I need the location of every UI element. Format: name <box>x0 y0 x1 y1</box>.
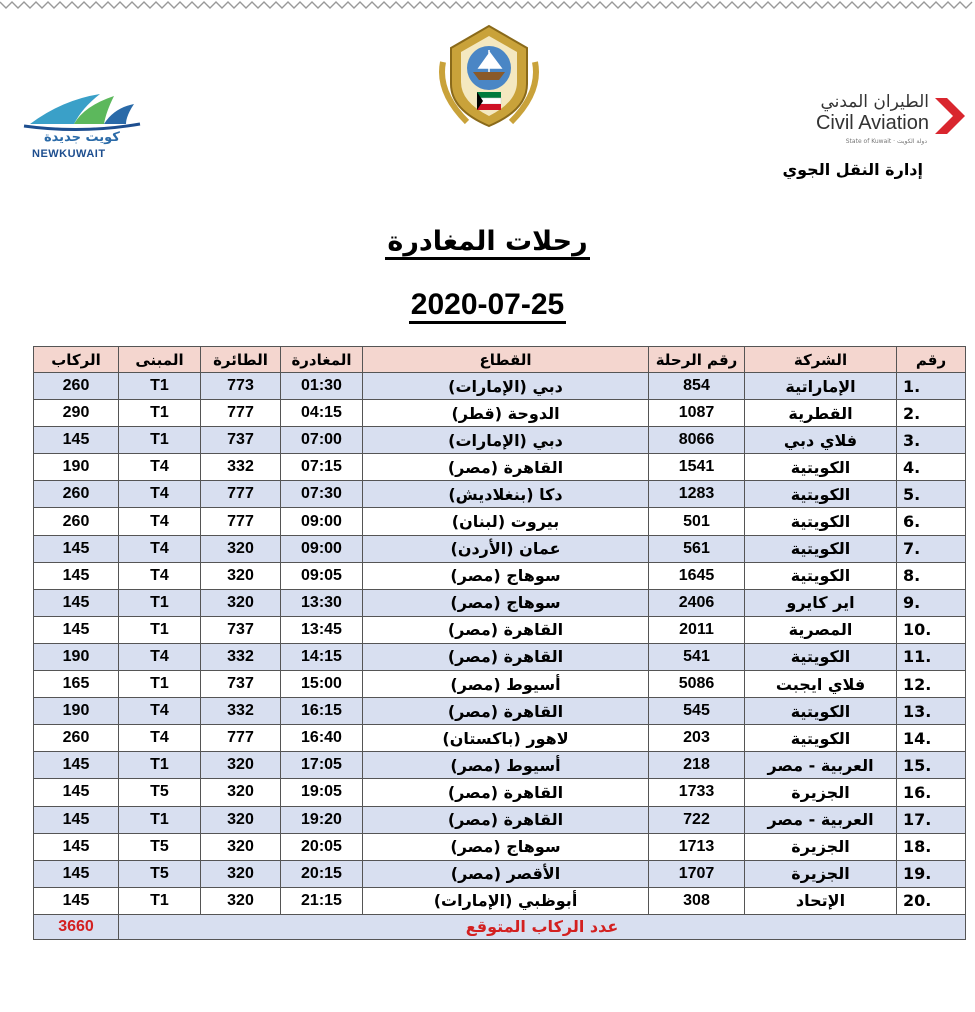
kuwait-emblem-icon <box>437 22 541 130</box>
civil-aviation-logo-arabic: الطيران المدني <box>820 92 929 112</box>
cell-aircraft: 332 <box>201 698 281 725</box>
cell-airline: المصرية <box>745 616 897 643</box>
cell-time: 16:40 <box>281 725 363 752</box>
cell-aircraft: 737 <box>201 427 281 454</box>
cell-flight: 1707 <box>649 860 745 887</box>
cell-no: 10. <box>897 616 966 643</box>
cell-terminal: T1 <box>119 887 201 914</box>
cell-flight: 561 <box>649 535 745 562</box>
cell-terminal: T4 <box>119 535 201 562</box>
cell-aircraft: 737 <box>201 616 281 643</box>
cell-airline: الكويتية <box>745 562 897 589</box>
cell-terminal: T1 <box>119 616 201 643</box>
cell-passengers: 145 <box>34 562 119 589</box>
cell-no: 2. <box>897 400 966 427</box>
cell-aircraft: 320 <box>201 589 281 616</box>
cell-terminal: T1 <box>119 752 201 779</box>
cell-passengers: 145 <box>34 616 119 643</box>
cell-time: 13:30 <box>281 589 363 616</box>
table-row <box>34 454 966 481</box>
cell-no: 20. <box>897 887 966 914</box>
cell-terminal: T4 <box>119 508 201 535</box>
cell-flight: 1087 <box>649 400 745 427</box>
cell-passengers: 190 <box>34 698 119 725</box>
cell-passengers: 145 <box>34 535 119 562</box>
cell-aircraft: 320 <box>201 779 281 806</box>
cell-no: 13. <box>897 698 966 725</box>
table-row <box>34 806 966 833</box>
new-kuwait-logo-arabic: كويت جديدة <box>44 130 120 145</box>
cell-aircraft: 777 <box>201 725 281 752</box>
cell-no: 6. <box>897 508 966 535</box>
cell-aircraft: 332 <box>201 643 281 670</box>
departures-table <box>33 346 966 940</box>
cell-terminal: T4 <box>119 562 201 589</box>
cell-time: 09:05 <box>281 562 363 589</box>
cell-passengers: 145 <box>34 427 119 454</box>
cell-flight: 5086 <box>649 671 745 698</box>
cell-time: 09:00 <box>281 535 363 562</box>
cell-route: عمان (الأردن) <box>363 535 649 562</box>
cell-time: 14:15 <box>281 643 363 670</box>
cell-passengers: 145 <box>34 860 119 887</box>
cell-route: القاهرة (مصر) <box>363 643 649 670</box>
cell-passengers: 145 <box>34 589 119 616</box>
cell-aircraft: 320 <box>201 887 281 914</box>
cell-airline: الإتحاد <box>745 887 897 914</box>
table-row <box>34 860 966 887</box>
cell-airline: الكويتية <box>745 643 897 670</box>
cell-no: 11. <box>897 643 966 670</box>
civil-aviation-logo-english: Civil Aviation <box>815 112 929 134</box>
cell-flight: 1733 <box>649 779 745 806</box>
sail-icon <box>22 90 142 134</box>
cell-passengers: 145 <box>34 806 119 833</box>
report-date-text: 2020-07-25 <box>409 288 566 324</box>
cell-airline: الكويتية <box>745 535 897 562</box>
cell-no: 5. <box>897 481 966 508</box>
cell-flight: 218 <box>649 752 745 779</box>
cell-terminal: T4 <box>119 725 201 752</box>
cell-time: 07:30 <box>281 481 363 508</box>
cell-passengers: 260 <box>34 508 119 535</box>
cell-aircraft: 320 <box>201 806 281 833</box>
cell-time: 07:15 <box>281 454 363 481</box>
cell-airline: الإماراتية <box>745 373 897 400</box>
cell-airline: القطرية <box>745 400 897 427</box>
cell-route: القاهرة (مصر) <box>363 806 649 833</box>
cell-time: 01:30 <box>281 373 363 400</box>
total-label: عدد الركاب المتوقع <box>119 914 966 939</box>
col-header-no: رقم <box>897 347 966 373</box>
table-header-row <box>34 347 966 373</box>
cell-passengers: 190 <box>34 643 119 670</box>
cell-route: دكا (بنغلاديش) <box>363 481 649 508</box>
table-row <box>34 779 966 806</box>
cell-airline: العربية - مصر <box>745 806 897 833</box>
cell-time: 20:05 <box>281 833 363 860</box>
cell-airline: الكويتية <box>745 698 897 725</box>
table-row <box>34 833 966 860</box>
col-header-passengers: الركاب <box>34 347 119 373</box>
cell-no: 12. <box>897 671 966 698</box>
cell-no: 18. <box>897 833 966 860</box>
cell-terminal: T4 <box>119 481 201 508</box>
cell-airline: الكويتية <box>745 481 897 508</box>
cell-route: القاهرة (مصر) <box>363 616 649 643</box>
cell-time: 07:00 <box>281 427 363 454</box>
cell-no: 3. <box>897 427 966 454</box>
cell-route: دبي (الإمارات) <box>363 427 649 454</box>
cell-route: أبوظبي (الإمارات) <box>363 887 649 914</box>
cell-terminal: T1 <box>119 400 201 427</box>
cell-time: 20:15 <box>281 860 363 887</box>
cell-terminal: T1 <box>119 671 201 698</box>
cell-flight: 722 <box>649 806 745 833</box>
cell-passengers: 165 <box>34 671 119 698</box>
cell-no: 9. <box>897 589 966 616</box>
cell-passengers: 290 <box>34 400 119 427</box>
cell-flight: 854 <box>649 373 745 400</box>
civil-aviation-logo-subtitle: State of Kuwait · دولة الكويت <box>845 138 927 145</box>
cell-terminal: T5 <box>119 860 201 887</box>
cell-aircraft: 773 <box>201 373 281 400</box>
cell-flight: 1645 <box>649 562 745 589</box>
table-row <box>34 616 966 643</box>
cell-time: 16:15 <box>281 698 363 725</box>
cell-route: دبي (الإمارات) <box>363 373 649 400</box>
cell-passengers: 145 <box>34 887 119 914</box>
cell-flight: 1283 <box>649 481 745 508</box>
col-header-flight: رقم الرحلة <box>649 347 745 373</box>
chevron-logo-icon <box>933 96 967 136</box>
cell-flight: 1541 <box>649 454 745 481</box>
cell-route: أسيوط (مصر) <box>363 671 649 698</box>
table-row <box>34 698 966 725</box>
cell-route: القاهرة (مصر) <box>363 779 649 806</box>
cell-route: الدوحة (قطر) <box>363 400 649 427</box>
cell-airline: الجزيرة <box>745 833 897 860</box>
table-row <box>34 643 966 670</box>
table-row <box>34 427 966 454</box>
cell-airline: العربية - مصر <box>745 752 897 779</box>
cell-no: 1. <box>897 373 966 400</box>
cell-route: الأقصر (مصر) <box>363 860 649 887</box>
total-row <box>34 914 966 939</box>
top-border-decoration <box>0 0 975 10</box>
cell-aircraft: 320 <box>201 833 281 860</box>
col-header-airline: الشركة <box>745 347 897 373</box>
cell-passengers: 190 <box>34 454 119 481</box>
cell-aircraft: 777 <box>201 400 281 427</box>
cell-no: 7. <box>897 535 966 562</box>
cell-airline: الكويتية <box>745 508 897 535</box>
cell-time: 04:15 <box>281 400 363 427</box>
cell-flight: 2406 <box>649 589 745 616</box>
cell-terminal: T1 <box>119 589 201 616</box>
cell-passengers: 145 <box>34 779 119 806</box>
page-title-text: رحلات المغادرة <box>385 226 589 260</box>
new-kuwait-logo-text: NEWKUWAIT <box>32 148 106 160</box>
cell-airline: الكويتية <box>745 454 897 481</box>
table-row <box>34 725 966 752</box>
cell-route: سوهاج (مصر) <box>363 562 649 589</box>
table-row <box>34 400 966 427</box>
cell-time: 13:45 <box>281 616 363 643</box>
col-header-time: المغادرة <box>281 347 363 373</box>
total-passengers: 3660 <box>34 914 119 939</box>
cell-terminal: T4 <box>119 454 201 481</box>
cell-flight: 2011 <box>649 616 745 643</box>
cell-terminal: T4 <box>119 643 201 670</box>
table-row <box>34 562 966 589</box>
cell-terminal: T1 <box>119 373 201 400</box>
cell-airline: فلاي دبي <box>745 427 897 454</box>
cell-flight: 545 <box>649 698 745 725</box>
cell-time: 21:15 <box>281 887 363 914</box>
cell-flight: 8066 <box>649 427 745 454</box>
cell-time: 17:05 <box>281 752 363 779</box>
cell-no: 17. <box>897 806 966 833</box>
col-header-aircraft: الطائرة <box>201 347 281 373</box>
cell-no: 19. <box>897 860 966 887</box>
table-row <box>34 373 966 400</box>
cell-time: 15:00 <box>281 671 363 698</box>
cell-no: 16. <box>897 779 966 806</box>
cell-passengers: 260 <box>34 373 119 400</box>
cell-flight: 501 <box>649 508 745 535</box>
civil-aviation-logo <box>797 92 967 152</box>
cell-aircraft: 737 <box>201 671 281 698</box>
cell-aircraft: 320 <box>201 752 281 779</box>
cell-no: 14. <box>897 725 966 752</box>
page-title <box>0 226 975 257</box>
cell-route: أسيوط (مصر) <box>363 752 649 779</box>
cell-aircraft: 332 <box>201 454 281 481</box>
cell-airline: الجزيرة <box>745 860 897 887</box>
cell-time: 19:05 <box>281 779 363 806</box>
table-row <box>34 589 966 616</box>
cell-time: 19:20 <box>281 806 363 833</box>
cell-route: لاهور (باكستان) <box>363 725 649 752</box>
col-header-terminal: المبنى <box>119 347 201 373</box>
cell-terminal: T5 <box>119 833 201 860</box>
cell-flight: 541 <box>649 643 745 670</box>
cell-time: 09:00 <box>281 508 363 535</box>
col-header-route: القطاع <box>363 347 649 373</box>
cell-no: 8. <box>897 562 966 589</box>
cell-no: 15. <box>897 752 966 779</box>
cell-airline: فلاي ايجبت <box>745 671 897 698</box>
cell-aircraft: 777 <box>201 481 281 508</box>
table-row <box>34 535 966 562</box>
cell-route: سوهاج (مصر) <box>363 833 649 860</box>
table-row <box>34 887 966 914</box>
new-kuwait-logo <box>22 90 142 162</box>
table-row <box>34 752 966 779</box>
cell-route: بيروت (لبنان) <box>363 508 649 535</box>
cell-route: القاهرة (مصر) <box>363 698 649 725</box>
cell-aircraft: 777 <box>201 508 281 535</box>
cell-aircraft: 320 <box>201 535 281 562</box>
table-row <box>34 508 966 535</box>
cell-terminal: T5 <box>119 779 201 806</box>
cell-aircraft: 320 <box>201 860 281 887</box>
cell-route: سوهاج (مصر) <box>363 589 649 616</box>
report-date <box>0 288 975 322</box>
cell-passengers: 145 <box>34 752 119 779</box>
cell-passengers: 260 <box>34 481 119 508</box>
cell-flight: 1713 <box>649 833 745 860</box>
cell-flight: 203 <box>649 725 745 752</box>
cell-route: القاهرة (مصر) <box>363 454 649 481</box>
cell-terminal: T1 <box>119 806 201 833</box>
table-row <box>34 481 966 508</box>
table-row <box>34 671 966 698</box>
cell-passengers: 145 <box>34 833 119 860</box>
cell-airline: الكويتية <box>745 725 897 752</box>
department-name: إدارة النقل الجوي <box>782 160 923 179</box>
cell-no: 4. <box>897 454 966 481</box>
cell-passengers: 260 <box>34 725 119 752</box>
cell-terminal: T4 <box>119 698 201 725</box>
cell-aircraft: 320 <box>201 562 281 589</box>
cell-airline: الجزيرة <box>745 779 897 806</box>
cell-flight: 308 <box>649 887 745 914</box>
cell-terminal: T1 <box>119 427 201 454</box>
cell-airline: اير كايرو <box>745 589 897 616</box>
